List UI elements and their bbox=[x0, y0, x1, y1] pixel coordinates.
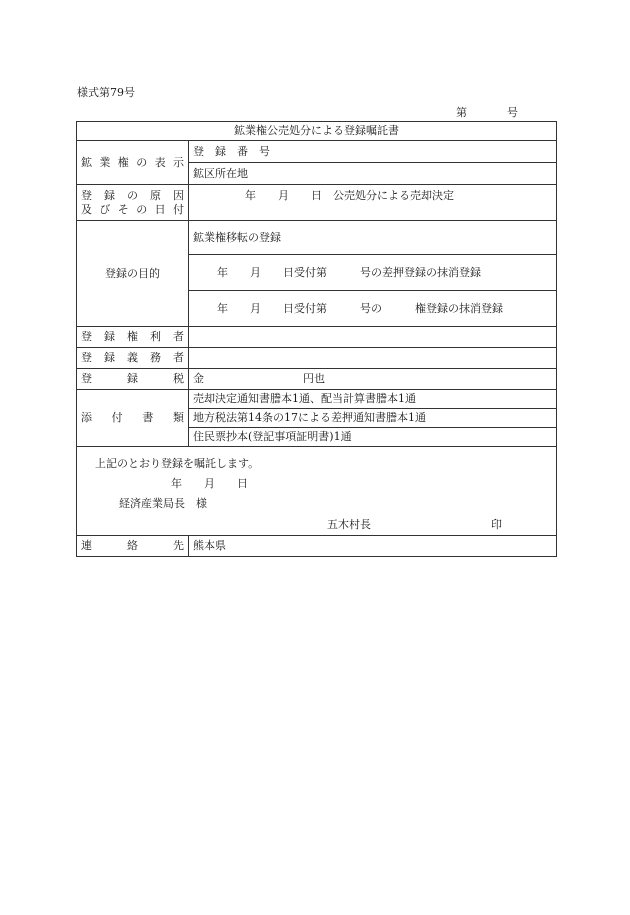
purpose-seizure-cancel: 年 月 日受付第 号の差押登録の抹消登録 bbox=[189, 255, 557, 291]
document-number bbox=[456, 104, 518, 120]
closing-statement bbox=[77, 447, 557, 536]
registration-obligor-value bbox=[189, 348, 557, 369]
registration-holder-label: 登録権利者 bbox=[77, 327, 189, 348]
registration-obligor-label: 登録義務者 bbox=[77, 348, 189, 369]
attachment-item: 売却決定通知書謄本1通、配当計算書謄本1通 bbox=[189, 390, 557, 409]
registration-holder-value bbox=[189, 327, 557, 348]
attachment-item: 住民票抄本(登記事項証明書)1通 bbox=[189, 428, 557, 447]
attachment-item: 地方税法第14条の17による差押通知書謄本1通 bbox=[189, 409, 557, 428]
cause-label-line2: 及びその日付 bbox=[81, 202, 184, 216]
mining-right-display-label: 鉱業権の表示 bbox=[77, 141, 189, 185]
attachments-label: 添付書類 bbox=[77, 390, 189, 447]
registration-tax-value: 金 円也 bbox=[189, 369, 557, 390]
document-number-suffix: 号 bbox=[507, 106, 518, 119]
cause-label-line1: 登録の原因 bbox=[81, 188, 184, 202]
closing-date: 年 月 日 bbox=[171, 477, 248, 490]
purpose-label: 登録の目的 bbox=[77, 221, 189, 327]
registration-number-label: 登 録 番 号 bbox=[189, 141, 557, 163]
form-number: 様式第79号 bbox=[77, 86, 135, 99]
contact-value: 熊本県 bbox=[189, 536, 557, 557]
registration-tax-label: 登録税 bbox=[77, 369, 189, 390]
closing-sender: 五木村長 bbox=[327, 518, 371, 531]
closing-addressee: 経済産業局長 様 bbox=[119, 497, 207, 510]
mining-area-location-label: 鉱区所在地 bbox=[189, 163, 557, 185]
cause-label bbox=[77, 185, 189, 221]
purpose-right-cancel: 年 月 日受付第 号の 権登録の抹消登録 bbox=[189, 291, 557, 327]
cause-value: 年 月 日 公売処分による売却決定 bbox=[189, 185, 557, 221]
purpose-mining-right-transfer: 鉱業権移転の登録 bbox=[189, 221, 557, 255]
form-title: 鉱業権公売処分による登録嘱託書 bbox=[77, 122, 557, 141]
document-number-prefix: 第 bbox=[456, 106, 467, 119]
registration-request-form bbox=[76, 121, 557, 557]
closing-request-text: 上記のとおり登録を嘱託します。 bbox=[95, 457, 260, 470]
seal-mark: 印 bbox=[491, 518, 502, 531]
contact-label: 連絡先 bbox=[77, 536, 189, 557]
